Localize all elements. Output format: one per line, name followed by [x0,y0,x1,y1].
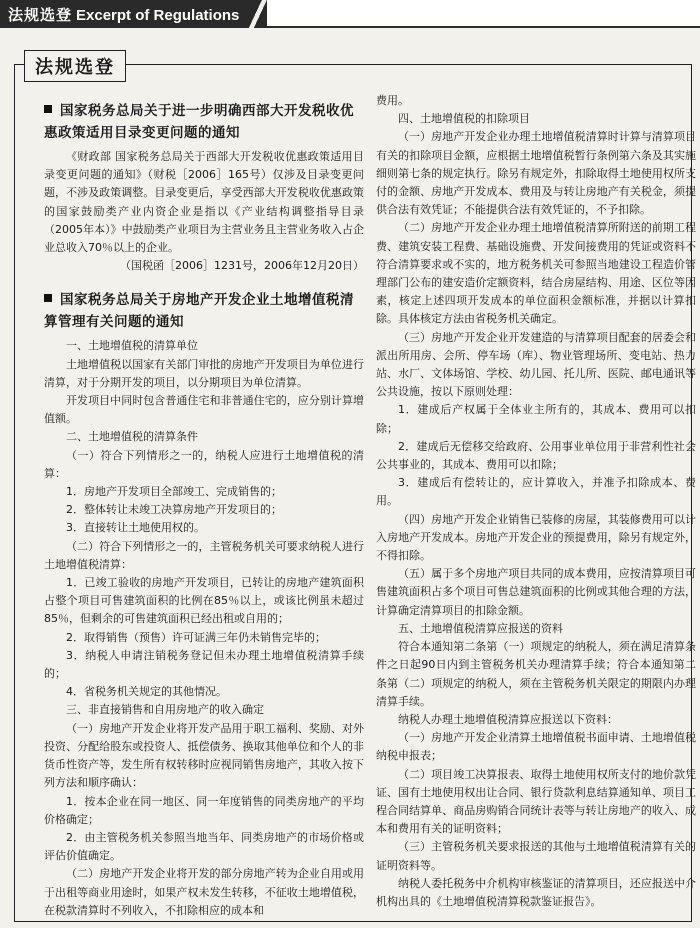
article-1-source: （国税函［2006］1231号，2006年12月20日） [120,259,364,273]
paragraph: 1．按本企业在同一地区、同一年度销售的同类房地产的平均价格确定； [44,794,364,826]
paragraph: 2．由主管税务机关参照当地当年、同类房地产的市场价格或评估价值确定。 [44,830,364,863]
paragraph: 费用。 [376,94,409,107]
header-rule [267,0,700,28]
paragraph: 1．建成后产权属于全体业主所有的，其成本、费用可以扣除； [376,403,696,435]
section-title: 法规选登 Excerpt of Regulations [8,5,240,24]
paragraph: （一）符合下列情形之一的，纳税人应进行土地增值税的清算： [44,448,364,480]
paragraph: （二）项目竣工决算报表、取得土地使用权所支付的地价款凭证、国有土地使用权出让合同、银行贷款利息结算通知单、项目工程合同结算单、商品房购销合同统计表等与转让房地产的收入、成本和费用有关的证明资料； [376,767,696,836]
paragraph: 三、非直接销售和自用房地产的收入确定 [66,703,264,717]
paragraph: 2．整体转让未竣工决算房地产开发项目的； [66,503,282,517]
paragraph: 符合本通知第二条第（一）项规定的纳税人，须在满足清算条件之日起90日内到主管税务机关办理清算手续；符合本通知第二条第（二）项规定的纳税人，须在主管税务机关限定的期限内办理清算手续。 [376,640,696,708]
paragraph: 二、土地增值税的清算条件 [66,430,198,444]
article-1-title: 国家税务总局关于进一步明确西部大开发税收优惠政策适用目录变更问题的通知 [44,103,354,141]
right-column [376,92,696,911]
left-column [44,92,364,920]
paragraph: 2．取得销售（预售）许可证满三年仍未销售完毕的； [66,630,326,644]
section-box-label: 法规选登 [24,50,126,82]
paragraph: 一、土地增值税的清算单位 [66,339,198,353]
paragraph: （一）房地产开发企业办理土地增值税清算时计算与清算项目有关的扣除项目金额，应根据土地增值税暂行条例第六条及其实施细则第七条的规定执行。除另有规定外，扣除取得土地使用权所支付的金额、房地产开发成本、费用及与转让房地产有关税金，须提供合法有效凭证；不能提供合法有效凭证的，不予扣除。 [376,130,696,217]
paragraph: 纳税人办理土地增值税清算应报送以下资料： [398,712,618,726]
paragraph: 3．直接转让土地使用权的。 [66,521,205,535]
article-2-title: 国家税务总局关于房地产开发企业土地增值税清算管理有关问题的通知 [44,292,354,331]
paragraph: （五）属于多个房地产项目共同的成本费用，应按清算项目可售建筑面积占多个项目可售总建筑面积的比例或其他合理的方法，计算确定清算项目的扣除金额。 [376,567,696,617]
paragraph: （二）符合下列情形之一的，主管税务机关可要求纳税人进行土地增值税清算： [44,539,364,571]
article-1-body: 《财政部 国家税务总局关于西部大开发税收优惠政策适用目录变更问题的通知》（财税［2006］165号）仅涉及目录变更问题，不涉及政策调整。目录变更后，享受西部大开发税收优惠政策的国家鼓励类产业内资企业是指以《产业结构调整指导目录（2005年本）》中鼓励类产业项目为主营业务且主营业务收入占企业总收入70％以上的企业。 [44,150,364,255]
paragraph: 4．省税务机关规定的其他情况。 [66,685,227,699]
paragraph: （三）房地产开发企业开发建造的与清算项目配套的居委会和派出所用房、会所、停车场（库）、物业管理场所、变电站、热力站、水厂、文体场馆、学校、幼儿园、托儿所、医院、邮电通讯等公共设施，按以下原则处理： [376,330,696,399]
paragraph: （一）房地产开发企业将开发产品用于职工福利、奖励、对外投资、分配给股东或投资人、抵偿债务、换取其他单位和个人的非货币性资产等，发生所有权转移时应视同销售房地产，其收入按下列方法和顺序确认： [44,721,364,790]
paragraph: （三）主管税务机关要求报送的其他与土地增值税清算有关的证明资料等。 [376,840,696,872]
paragraph: （四）房地产开发企业销售已装修的房屋，其装修费用可以计入房地产开发成本。房地产开发企业的预提费用，除另有规定外，不得扣除。 [376,512,696,563]
paragraph: 1．已竣工验收的房地产开发项目，已转让的房地产建筑面积占整个项目可售建筑面积的比例在85％以上，或该比例虽未超过85％，但剩余的可售建筑面积已经出租或自用的； [44,576,364,626]
paragraph: （二）房地产开发企业办理土地增值税清算所附送的前期工程费、建筑安装工程费、基础设施费、开发间接费用的凭证或资料不符合清算要求或不实的，地方税务机关可参照当地建设工程造价管理部门公布的建安造价定额资料，结合房屋结构、用途、区位等因素，核定上述四项开发成本的单位面积金额标准，并据以计算扣除。具体核定方法由省税务机关确定。 [376,221,696,326]
paragraph: 开发项目中同时包含普通住宅和非普通住宅的，应分别计算增值额。 [44,394,364,426]
paragraph: 纳税人委托税务中介机构审核鉴证的清算项目，还应报送中介机构出具的《土地增值税清算税款鉴证报告》。 [376,876,696,908]
paragraph: 四、土地增值税的扣除项目 [398,112,530,126]
square-bullet-icon [44,294,52,302]
header-slash-decoration [247,0,267,28]
paragraph: 3．建成后有偿转让的，应计算收入，并准予扣除成本、费用。 [376,476,696,508]
paragraph: 五、土地增值税清算应报送的资料 [398,621,563,635]
paragraph: （一）房地产开发企业清算土地增值税书面申请、土地增值税纳税申报表； [376,731,696,763]
paragraph: 2．建成后无偿移交给政府、公用事业单位用于非营利性社会公共事业的，其成本、费用可以扣除； [376,439,696,472]
paragraph: 1．房地产开发项目全部竣工、完成销售的； [66,485,282,499]
paragraph: 3．纳税人申请注销税务登记但未办理土地增值税清算手续的； [44,648,364,681]
paragraph: （二）房地产开发企业将开发的部分房地产转为企业自用或用于出租等商业用途时，如果产权未发生转移，不征收土地增值税，在税款清算时不列收入，不扣除相应的成本和 [44,867,364,917]
paragraph: 土地增值税以国家有关部门审批的房地产开发项目为单位进行清算，对于分期开发的项目，以分期项目为单位清算。 [44,357,364,389]
section-header-bar [0,0,700,28]
square-bullet-icon [44,105,52,113]
